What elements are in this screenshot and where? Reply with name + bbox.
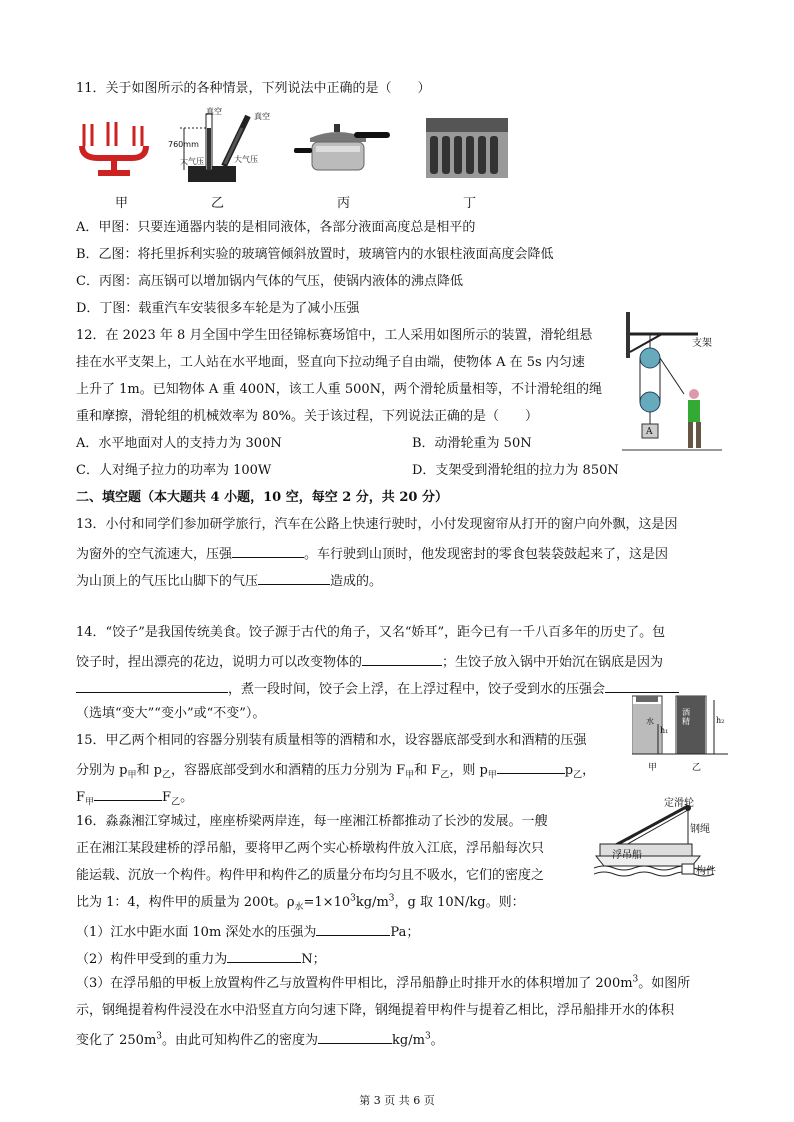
q16-text-4a: 比为 1：4，构件甲的质量为 200t。ρ [76, 895, 295, 910]
caption-yi: 乙 [211, 196, 225, 211]
q16-s2b: N； [301, 952, 326, 967]
q16-text-4b: =1×10 [303, 895, 351, 910]
q13-text-3a: 为山顶上的气压比山脚下的气压 [76, 574, 259, 589]
atm-label-2: 大气压 [234, 155, 258, 164]
q14-line2 [76, 651, 663, 672]
alcohol-label: 酒精 [682, 708, 690, 726]
sub-jia: 甲 [85, 797, 95, 808]
blank-15-1[interactable] [497, 759, 565, 774]
q15-F: F [76, 790, 86, 805]
blank-13-1[interactable] [232, 543, 304, 558]
sub-jia: 甲 [487, 770, 497, 781]
q15-text-2d: 和 F [414, 763, 441, 778]
q11-option-d: D．丁图：载重汽车安装很多车轮是为了减小压强 [76, 301, 360, 316]
q15-line1: 15．甲乙两个相同的容器分别装有质量相等的酒精和水，设容器底部受到水和酒精的压强 [76, 733, 587, 748]
q16-line1: 16．淼淼湘江穿城过，座座桥梁两岸连，每一座湘江桥都推动了长沙的发展。一艘 [76, 814, 548, 829]
q16-text-4d: ，g 取 10N/kg。则： [394, 895, 525, 910]
q12-option-c: C．人对绳子拉力的功率为 100W [76, 463, 272, 478]
q11-stem: 11．关于如图所示的各种情景，下列说法中正确的是（ ） [76, 81, 431, 96]
q14-text-2a: 饺子时，捏出漂亮的花边，说明力可以改变物体的 [76, 655, 363, 670]
q14-line1: 14．“饺子”是我国传统美食。饺子源于古代的角子，又名“娇耳”，距今已有一千八百多年的历史了。包 [76, 625, 666, 640]
q11-option-c: C．丙图：高压锅可以增加锅内气体的气压，使锅内液体的沸点降低 [76, 274, 463, 289]
q12-line2: 挂在水平支架上，工人站在水平地面，竖直向下拉动绳子自由端，使物体 A 在 5s 内匀速 [76, 355, 585, 370]
q12-option-a: A．水平地面对人的支持力为 300N [76, 436, 282, 451]
page-footer: 第 3 页 共 6 页 [359, 1094, 435, 1107]
height-label: 760mm [168, 140, 199, 149]
sub-water: 水 [294, 902, 304, 913]
section-2-heading: 二、填空题（本大题共 4 小题，10 空，每空 2 分，共 20 分） [76, 490, 448, 505]
q13-text-2b: 。车行驶到山顶时，他发现密封的零食包装袋鼓起来了，这是因 [304, 547, 669, 562]
sub-yi: 乙 [440, 770, 450, 781]
pressure-cooker-figure [294, 124, 390, 176]
blank-16-2[interactable] [227, 948, 301, 963]
blank-13-2[interactable] [258, 570, 330, 585]
crane-ship-label: 浮吊船 [612, 850, 642, 861]
caption-bing: 丙 [337, 196, 351, 211]
container-yi-label: 乙 [692, 763, 702, 773]
q16-s1b: Pa； [390, 925, 420, 940]
vacuum-label-2: 真空 [254, 112, 270, 121]
q15-end: 。 [180, 790, 194, 805]
q15-p: p [564, 763, 574, 778]
q14-text-3a: ，煮一段时间，饺子会上浮，在上浮过程中，饺子受到水的压强会 [228, 682, 606, 697]
sub-jia: 甲 [405, 770, 415, 781]
q13-line3 [76, 570, 382, 591]
sup-3: 3 [350, 893, 356, 904]
q15-text-2c: ，容器底部受到水和酒精的压力分别为 F [170, 763, 406, 778]
q16-line2: 正在湘江某段建桥的浮吊船，要将甲乙两个实心桥墩构件放入江底，浮吊船每次只 [76, 841, 545, 856]
q13-line1: 13．小付和同学们参加研学旅行，汽车在公路上快速行驶时，小付发现窗帘从打开的窗户向外飘，这是因 [76, 517, 678, 532]
q16-sub3-line3: 变化了 $250m^3$。由此可知构件乙的密度为 $kg/m^3$。 [76, 1029, 444, 1050]
q16-sub3-line2: 示，钢绳提着构件浸没在水中沿竖直方向匀速下降，钢绳提着甲构件与提着乙相比，浮吊船排开水的体积 [76, 1003, 675, 1018]
q16-line4 [76, 894, 525, 912]
sup-3: 3 [156, 1031, 163, 1042]
q13-line2 [76, 543, 668, 564]
object-a-label: A [646, 427, 653, 437]
q16-text-4c: kg/m [355, 895, 389, 910]
q16-sub1 [76, 921, 419, 942]
caption-ding: 丁 [463, 196, 477, 211]
blank-15-2[interactable] [94, 786, 162, 801]
q15-text-2b: 和 p [136, 763, 162, 778]
water-label: 水 [646, 717, 654, 726]
sup-3: 3 [424, 1031, 431, 1042]
truck-wheels-figure [426, 118, 508, 178]
q16-s2a: （2）构件甲受到的重力为 [76, 952, 228, 967]
q16-s3l3b: 。由此可知构件乙的密度为 [162, 1033, 319, 1048]
h2-label: h₂ [716, 716, 725, 725]
blank-14-1[interactable] [362, 651, 442, 666]
q16-s3l1b: 。如图所 [638, 976, 691, 991]
sub-jia: 甲 [127, 770, 137, 781]
h1-label: h₁ [660, 726, 669, 735]
q14-line3 [76, 678, 679, 699]
q16-sub2 [76, 948, 326, 969]
q12-option-b: B．动滑轮重为 50N [412, 436, 532, 451]
component-label: 构件 [696, 866, 716, 877]
q12-option-d: D．支架受到滑轮组的拉力为 850N [412, 463, 619, 478]
sup-3: 3 [632, 974, 639, 985]
sup-3: 3 [388, 893, 395, 904]
atm-label-1: 大气压 [180, 157, 204, 166]
q15-F: F [162, 790, 172, 805]
q13-text-2a: 为窗外的空气流速大，压强 [76, 547, 233, 562]
connected-vessels-figure [78, 118, 152, 180]
q15-line3 [76, 786, 193, 807]
container-jia-label: 甲 [648, 763, 658, 773]
vacuum-label-1: 真空 [206, 107, 222, 116]
fixed-pulley-label: 定滑轮 [664, 798, 694, 809]
sub-yi: 乙 [573, 770, 583, 781]
blank-16-1[interactable] [316, 921, 390, 936]
steel-rope-label: 钢绳 [690, 824, 710, 835]
q16-s1a: （1）江水中距水面 10m 深处水的压强为 [76, 925, 317, 940]
q16-sub3-line1 [76, 975, 690, 993]
q16-s3l1a: （3）在浮吊船的甲板上放置构件乙与放置构件甲相比，浮吊船静止时排开水的体积增加了 200m [76, 976, 633, 991]
support-label: 支架 [692, 338, 712, 349]
q11-option-a: A．甲图：只要连通器内装的是相同液体，各部分液面高度总是相平的 [76, 220, 476, 235]
q15-text-2a: 分别为 p [76, 763, 128, 778]
sub-yi: 乙 [161, 770, 171, 781]
q11-option-b: B．乙图：将托里拆利实验的玻璃管倾斜放置时，玻璃管内的水银柱液面高度会降低 [76, 247, 554, 262]
q16-s3l3c: kg/m [392, 1033, 425, 1048]
q14-text-2b: ；生饺子放入锅中开始沉在锅底是因为 [442, 655, 664, 670]
q16-s3l3a: 变化了 250m [76, 1033, 157, 1048]
q12-line4: 重和摩擦，滑轮组的机械效率为 80%。关于该过程，下列说法正确的是（ ） [76, 409, 539, 424]
q16-line3: 能运载、沉放一个构件。构件甲和构件乙的质量分布均匀且不吸水，它们的密度之 [76, 868, 545, 883]
sub-yi: 乙 [171, 797, 181, 808]
caption-jia: 甲 [115, 196, 129, 211]
q14-line4: （选填“变大”“变小”或“不变”）。 [76, 706, 266, 721]
blank-14-3[interactable] [605, 678, 679, 693]
q13-text-3b: 造成的。 [330, 574, 383, 589]
q12-line3: 上升了 1m。已知物体 A 重 400N，该工人重 500N，两个滑轮质量相等，不计滑轮组的绳 [76, 382, 603, 397]
q15-line2: 分别为 $p_甲$和 $p_乙$，容器底部受到水和酒精的压力分别为 $F_甲$和 $F_乙$，则 $p_甲$ $p_乙$， [76, 759, 595, 780]
blank-14-2[interactable] [76, 678, 228, 693]
q12-line1: 12．在 2023 年 8 月全国中学生田径锦标赛场馆中，工人采用如图所示的装置，滑轮组悬 [76, 328, 593, 343]
blank-16-3[interactable] [318, 1029, 392, 1044]
q15-text-2e: ，则 p [449, 763, 488, 778]
